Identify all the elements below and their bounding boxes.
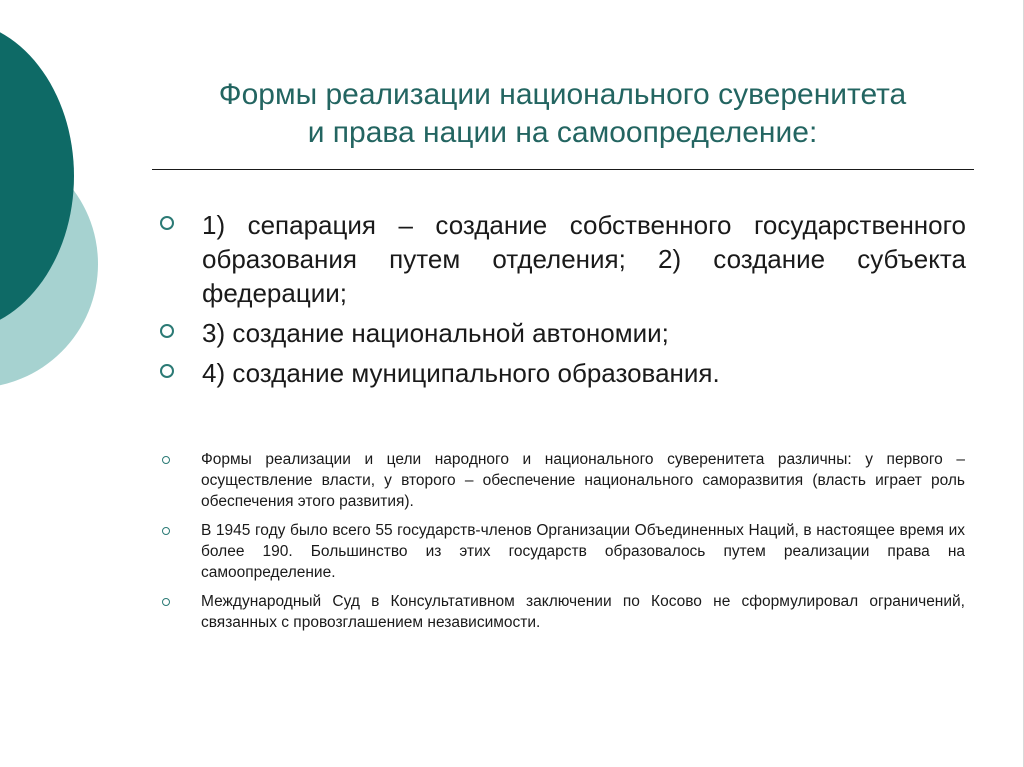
circle-bullet-icon [162, 527, 170, 535]
note-list-item [162, 520, 965, 583]
title-divider [152, 169, 974, 170]
slide-title-line-1: Формы реализации национального суверенитета [218, 78, 907, 111]
circle-bullet-icon [160, 216, 174, 230]
circle-bullet-icon [160, 324, 174, 338]
main-list-item [160, 356, 966, 390]
note-list-item-text: Международный Суд в Консультативном заключении по Косово не сформулировал ограничений, связанных с провозглашением независимости. [201, 593, 965, 631]
slide-title-line-2: и права нации на самоопределение: [307, 116, 818, 149]
notes-bullet-list [162, 449, 965, 641]
slide-title [150, 76, 975, 152]
main-list-item-text: 3) создание национальной автономии; [202, 318, 669, 348]
note-list-item-text: В 1945 году было всего 55 государств-членов Организации Объединенных Наций, в настоящее время их более 190. Большинство из этих государств образовалось путем реализации права на самоопределение. [201, 522, 965, 581]
main-list-item-text: 1) сепарация – создание собственного государственного образования путем отделения; 2) создание субъекта федерации; [202, 210, 966, 308]
circle-bullet-icon [160, 364, 174, 378]
main-list-item [160, 208, 966, 310]
circle-bullet-icon [162, 456, 170, 464]
main-list-item [160, 316, 966, 350]
note-list-item [162, 449, 965, 512]
note-list-item-text: Формы реализации и цели народного и национального суверенитета различны: у первого – осуществление власти, у второго – обеспечение национального саморазвития (власть играет роль обеспечения этого развития). [201, 451, 965, 510]
note-list-item [162, 591, 965, 633]
main-bullet-list [160, 208, 966, 396]
circle-bullet-icon [162, 598, 170, 606]
main-list-item-text: 4) создание муниципального образования. [202, 358, 720, 388]
